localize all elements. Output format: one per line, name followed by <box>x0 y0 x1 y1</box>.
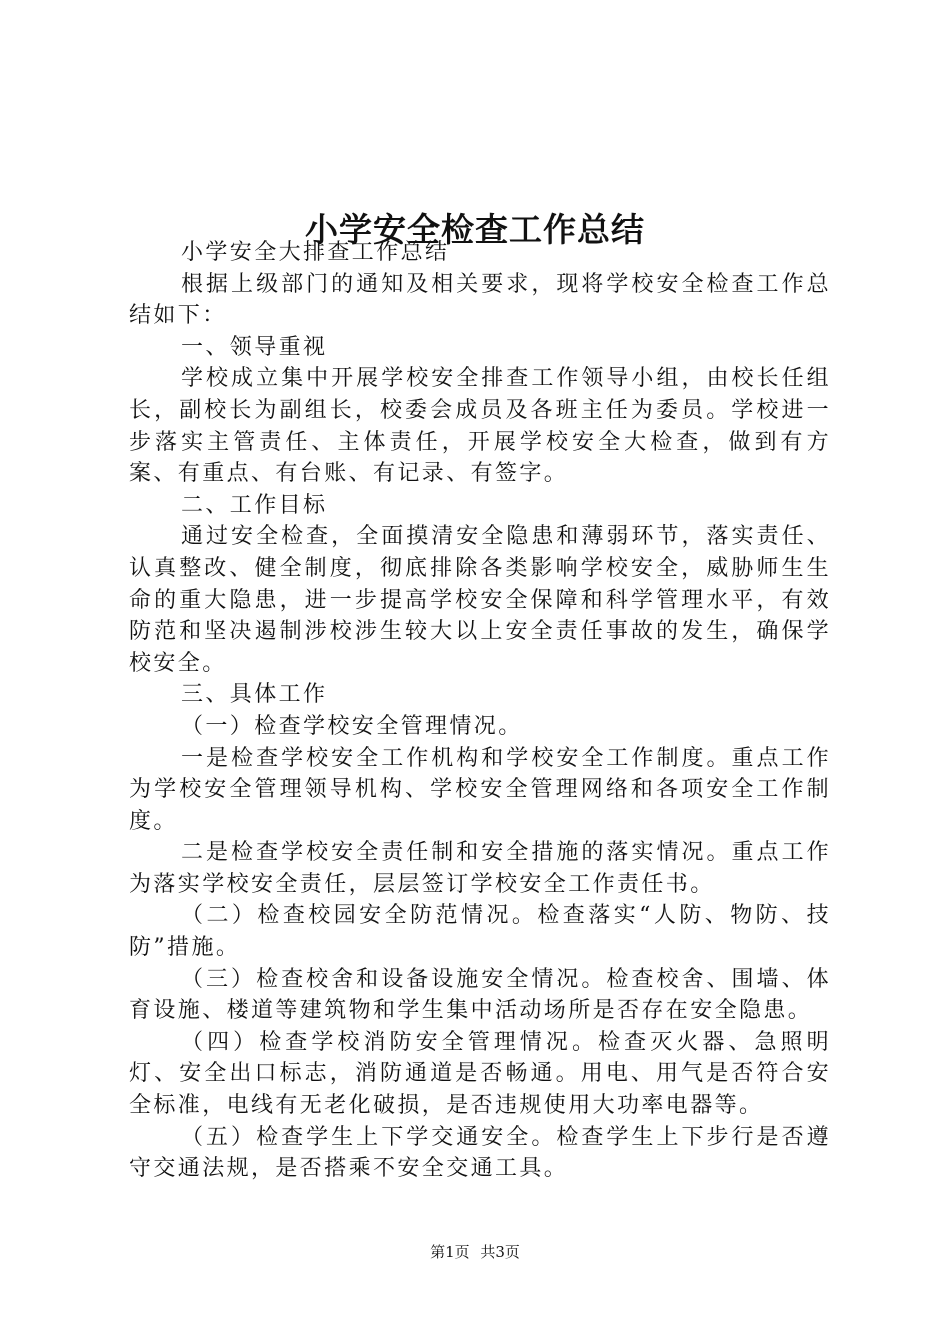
page-footer <box>0 1241 950 1263</box>
paragraph-item-4: （四）检查学校消防安全管理情况。检查灭火器、急照明灯、安全出口标志，消防通道是否畅通。用电、用气是否符合安全标准，电线有无老化破损，是否违规使用大功率电器等。 <box>129 1029 831 1119</box>
section-heading-leadership: 一、领导重视 <box>181 334 328 360</box>
paragraph-subtitle: 小学安全大排查工作总结 <box>181 240 450 265</box>
paragraph-item-3: （三）检查校舍和设备设施安全情况。检查校舍、围墙、体育设施、楼道等建筑物和学生集中活动场所是否存在安全隐患。 <box>129 966 831 1024</box>
section-heading-goals: 二、工作目标 <box>181 492 328 518</box>
paragraph-item-2: （二）检查校园安全防范情况。检查落实“人防、物防、技防”措施。 <box>129 903 831 961</box>
paragraph-item-5: （五）检查学生上下学交通安全。检查学生上下步行是否遵守交通法规，是否搭乘不安全交通工具。 <box>129 1124 831 1182</box>
section-heading-work: 三、具体工作 <box>181 682 328 708</box>
paragraph-item-1b: 二是检查学校安全责任制和安全措施的落实情况。重点工作为落实学校安全责任，层层签订学校安全工作责任书。 <box>129 840 831 897</box>
paragraph-item-1a: 一是检查学校安全工作机构和学校安全工作制度。重点工作为学校安全管理领导机构、学校安全管理网络和各项安全工作制度。 <box>129 745 831 834</box>
document-body <box>129 237 831 1185</box>
paragraph-intro: 根据上级部门的通知及相关要求，现将学校安全检查工作总结如下： <box>129 271 831 329</box>
paragraph-item-1: （一）检查学校安全管理情况。 <box>181 713 523 739</box>
page-total: 共3页 <box>480 1243 520 1261</box>
document-title: 小学安全检查工作总结 <box>305 210 645 250</box>
paragraph-goals: 通过安全检查，全面摸清安全隐患和薄弱环节，落实责任、认真整改、健全制度，彻底排除各类影响学校安全，威胁师生生命的重大隐患，进一步提高学校安全保障和科学管理水平，有效防范和坚决遏制涉校涉生较大以上安全责任事故的发生，确保学校安全。 <box>129 524 831 676</box>
page-number: 第1页 <box>430 1243 470 1261</box>
paragraph-leadership: 学校成立集中开展学校安全排查工作领导小组，由校长任组长，副校长为副组长，校委会成员及各班主任为委员。学校进一步落实主管责任、主体责任，开展学校安全大检查，做到有方案、有重点、有台账、有记录、有签字。 <box>129 366 831 487</box>
